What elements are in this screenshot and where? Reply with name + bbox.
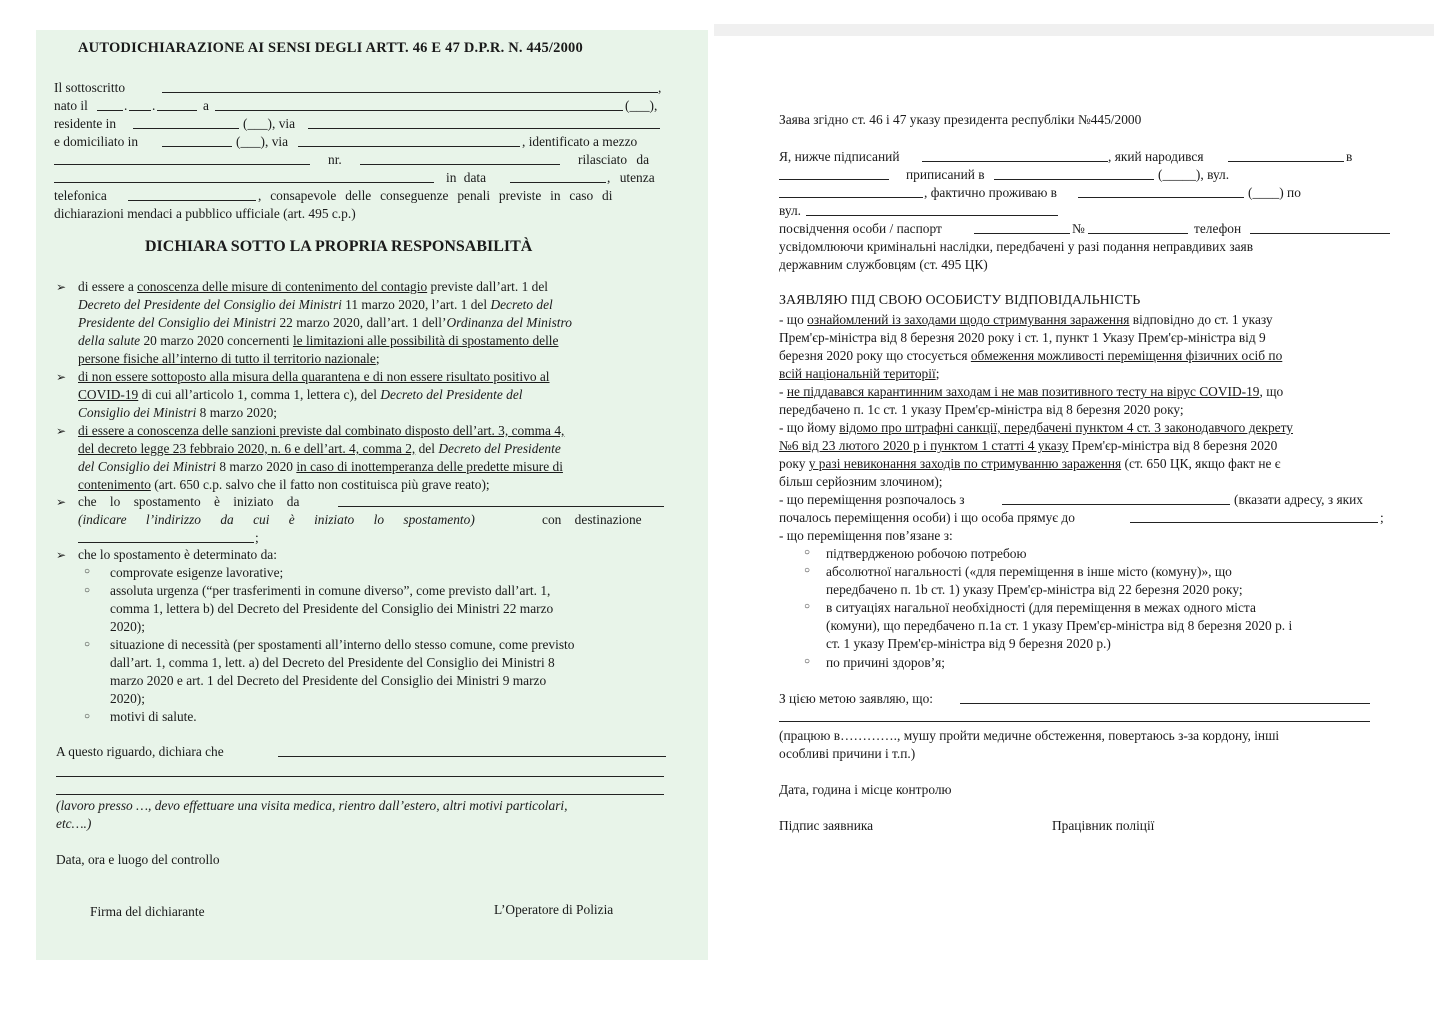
uk-birthplace-field[interactable] [779, 167, 889, 180]
uk-p2-line-2: передбачено п. 1с ст. 1 указу Прем'єр-міністра від 8 березня 2020 року; [779, 402, 1184, 417]
id-document-field[interactable] [54, 152, 310, 165]
italian-title: AUTODICHIARAZIONE AI SENSI DEGLI ARTT. 46 E 47 D.P.R. N. 445/2000 [78, 40, 583, 56]
reason-necessity-line-4: 2020); [110, 691, 145, 706]
uk-phone-label: телефон [1194, 221, 1242, 236]
residence-province-label: (___), via [243, 116, 296, 131]
nr-label: nr. [328, 152, 342, 167]
issued-by-field[interactable] [54, 170, 434, 183]
uk-passport-label: посвідчення особи / паспорт [779, 221, 942, 236]
uk-p1-line-4: всій національній території; [779, 366, 940, 381]
uk-declaration-field-1[interactable] [960, 691, 1370, 704]
reason-work: comprovate esigenze lavorative; [110, 565, 284, 580]
uk-p3-line-3: року у разі невиконання заходів по стримуванню зараження (ст. 650 ЦК, якщо факт не є [779, 456, 1281, 471]
uk-checkbox-urgency[interactable]: ○ [804, 565, 811, 576]
birth-province-field[interactable]: (___), [625, 98, 658, 113]
bullet-1-line-4: della salute 20 marzo 2020 concernenti le limitazioni alle possibilità di spostamento delle [78, 333, 559, 348]
phone-field[interactable] [128, 188, 256, 201]
bullet-1-line-5: persone fisiche all’interno di tutto il territorio nazionale; [78, 351, 380, 366]
uk-destination-label: почалось переміщення особи) і що особа прямує до [779, 510, 1075, 525]
arrow-bullet-icon: ➢ [56, 495, 67, 509]
uk-reason-necessity-line-3: ст. 1 указу Прем'єр-міністра від 9 березня 2020 р.) [826, 636, 1111, 651]
telefonica-label: telefonica [54, 188, 107, 203]
departure-address-field[interactable] [338, 494, 664, 507]
uk-signature-declarant: Підпис заявника [779, 818, 874, 833]
birthplace-label: a [203, 98, 209, 113]
destination-label: con destinazione [542, 512, 642, 527]
residente-label: residente in [54, 116, 117, 131]
birth-year-field[interactable] [157, 98, 197, 111]
italian-declaration-field-1[interactable] [278, 744, 666, 757]
arrow-bullet-icon: ➢ [56, 280, 67, 294]
uk-signature-police: Працівник поліції [1052, 818, 1155, 833]
bullet-4-line-1: che lo spostamento è iniziato da [78, 494, 300, 509]
uk-p1-line-3: березня 2020 року що стосується обмеження можливості переміщення фізичних осіб по [779, 348, 1283, 363]
uk-reason-work: підтвердженою робочою потребою [826, 546, 1027, 561]
uk-registered-city-field[interactable] [994, 167, 1154, 180]
uk-checkbox-health[interactable]: ○ [804, 656, 811, 667]
italian-declaration-label: A questo riguardo, dichiara che [56, 744, 224, 759]
bullet-4-line-2-note: (indicare l’indirizzo da cui è iniziato lo spostamento) [78, 512, 475, 527]
uk-p3-line-4: більш серйозним злочином); [779, 474, 943, 489]
uk-number-field[interactable] [1088, 221, 1188, 234]
in-data-label: in data [446, 170, 487, 185]
uk-reason-necessity-line-2: (комуни), що передбачено п.1а ст. 1 указу Прем'єр-міністра від 8 березня 2020 р. і [826, 618, 1293, 633]
rilasciato-label: rilasciato da [578, 152, 650, 167]
reason-urgency-line-3: 2020); [110, 619, 145, 634]
uk-checkbox-necessity[interactable]: ○ [804, 601, 811, 612]
uk-number-label: № [1072, 221, 1085, 236]
uk-lives-city-field[interactable] [1078, 185, 1244, 198]
uk-aware-line-1: усвідомлюючи кримінальні наслідки, передбачені у разі подання неправдивих заяв [779, 239, 1254, 254]
bullet-1-line-2: Decreto del Presidente del Consiglio dei Ministri 11 marzo 2020, l’art. 1 del Decreto del [78, 297, 553, 312]
uk-departure-field[interactable] [1002, 492, 1230, 505]
bullet-3-line-2: del decreto legge 23 febbraio 2020, n. 6 e dell’art. 4, comma 2, del Decreto del Presidente [78, 441, 561, 456]
uk-street-label: вул. [779, 203, 802, 218]
uk-reason-urgency-line-1: абсолютної нагальності («для переміщення в інше місто (комуну)», що [826, 564, 1232, 579]
uk-p5: - що переміщення пов’язане з: [779, 528, 953, 543]
uk-p1-line-2: Прем'єр-міністра від 8 березня 2020 року і ст. 1, пункт 1 Указу Прем'єр-міністра від 9 [779, 330, 1266, 345]
arrow-bullet-icon: ➢ [56, 548, 67, 562]
italian-declaration-note-2: etc….) [56, 816, 92, 831]
bullet-3-line-1: di essere a conoscenza delle sanzioni previste dal combinato disposto dell’art. 3, comma 4, [78, 423, 565, 438]
checkbox-urgency[interactable]: ○ [84, 585, 91, 596]
birthplace-field[interactable] [215, 98, 623, 111]
consapevole-text: , consapevole delle conseguenze penali previste in caso di [258, 188, 613, 203]
uk-p1-line-1: - що ознайомлений із заходами щодо стримування зараження відповідно до ст. 1 указу [779, 312, 1273, 327]
bullet-2-line-3: Consiglio dei Ministri 8 marzo 2020; [78, 405, 277, 420]
uk-lives-province-label: (____) по [1248, 185, 1301, 200]
reason-necessity-line-2: dall’art. 1, comma 1, lett. a) del Decreto del Presidente del Consiglio dei Ministri 8 [110, 655, 555, 670]
uk-name-label: Я, нижче підписаний [779, 149, 900, 164]
residence-street-field[interactable] [308, 116, 660, 129]
uk-checkbox-work[interactable]: ○ [804, 547, 811, 558]
sottoscritto-label: Il sottoscritto [54, 80, 126, 95]
bullet-2-line-1: di non essere sottoposto alla misura della quarantena e di non essere risultato positivo al [78, 369, 550, 384]
italian-date-place: Data, ora e luogo del controllo [56, 852, 220, 867]
utenza-label: , utenza [607, 170, 655, 185]
reason-urgency-line-1: assoluta urgenza (“per trasferimenti in comune diverso”, come previsto dall’art. 1, [110, 583, 551, 598]
reason-necessity-line-3: marzo 2020 e art. 1 del Decreto del Presidente del Consiglio dei Ministri 9 marzo [110, 673, 547, 688]
uk-phone-field[interactable] [1250, 221, 1390, 234]
uk-registered-street-label: (_____), вул. [1158, 167, 1230, 182]
uk-p2-line-1: - не піддавався карантинним заходам і не мав позитивного тесту на вірус COVID-19, що [779, 384, 1284, 399]
nato-label: nato il [54, 98, 88, 113]
bullet-1-line-3: Presidente del Consiglio dei Ministri 22 marzo 2020, dall’art. 1 dell’Ordinanza del Ministro [78, 315, 572, 330]
arrow-bullet-icon: ➢ [56, 370, 67, 384]
uk-reason-urgency-line-2: передбачено п. 1b ст. 1) указу Прем'єр-міністра від 22 березня 2020 року; [826, 582, 1243, 597]
reason-health: motivi di salute. [110, 709, 197, 724]
uk-date-place: Дата, година і місце контролю [779, 782, 952, 797]
uk-born-label: , який народився [1108, 149, 1204, 164]
sottoscritto-field[interactable] [162, 80, 658, 93]
identified-label: , identificato a mezzo [522, 134, 638, 149]
arrow-bullet-icon: ➢ [56, 424, 67, 438]
uk-lives-label: , фактично проживаю в [924, 185, 1058, 200]
dichiarazioni-text: dichiarazioni mendaci a pubblico ufficiale (art. 495 c.p.) [54, 206, 356, 221]
domiciliato-label: e domiciliato in [54, 134, 139, 149]
domicile-street-field[interactable] [298, 134, 520, 147]
italian-declaration-field-3[interactable] [56, 782, 664, 795]
ukrainian-heading: ЗАЯВЛЯЮ ПІД СВОЮ ОСОБИСТУ ВІДПОВІДАЛЬНІСТЬ [779, 293, 1141, 308]
uk-destination-field[interactable] [1130, 510, 1378, 523]
uk-p3-line-2: №6 від 23 лютого 2020 р і пунктом 1 статті 4 указу Прем'єр-міністра від 8 березня 2020 [779, 438, 1278, 453]
italian-heading: DICHIARA SOTTO LA PROPRIA RESPONSABILITÀ [145, 238, 533, 255]
uk-registered-street-field[interactable] [779, 185, 923, 198]
italian-signature-police: L’Operatore di Polizia [494, 902, 614, 917]
checkbox-necessity[interactable]: ○ [84, 639, 91, 650]
italian-declaration-note-1: (lavoro presso …, devo effettuare una visita medica, rientro dall’estero, altri motivi particolari, [56, 798, 568, 813]
uk-p3-line-1: - що йому відомо про штрафні санкції, передбачені пунктом 4 ст. 3 законодавчого декрету [779, 420, 1293, 435]
italian-declaration-field-2[interactable] [56, 764, 664, 777]
bullet-3-line-4: contenimento (art. 650 c.p. salvo che il fatto non costituisca più grave reato); [78, 477, 490, 492]
checkbox-health[interactable]: ○ [84, 711, 91, 722]
birth-day-field[interactable] [97, 98, 123, 111]
uk-street-field[interactable] [806, 203, 1058, 216]
uk-birth-date-field[interactable] [1228, 149, 1344, 162]
id-number-field[interactable] [360, 152, 560, 165]
uk-declaration-note-1: (працюю в…………., мушу пройти медичне обстеження, повертаюсь з-за кордону, інші [779, 728, 1280, 743]
bullet-2-line-2: COVID-19 di cui all’articolo 1, comma 1, lettera c), del Decreto del Presidente del [78, 387, 523, 402]
uk-registered-label: приписаний в [906, 167, 985, 182]
domicile-province-label: (___), via [236, 134, 289, 149]
uk-declaration-field-2[interactable] [779, 709, 1370, 722]
uk-reason-necessity-line-1: в ситуаціях нагальної необхідності (для переміщення в межах одного міста [826, 600, 1256, 615]
uk-name-field[interactable] [922, 149, 1108, 162]
bullet-3-line-3: del Consiglio dei Ministri 8 marzo 2020 in caso di inottemperanza delle predette misure di [78, 459, 563, 474]
uk-departure-note: (вказати адресу, з яких [1234, 492, 1363, 507]
bullet-5: che lo spostamento è determinato da: [78, 547, 277, 562]
destination-field[interactable] [78, 530, 254, 543]
reason-necessity-line-1: situazione di necessità (per spostamenti all’interno dello stesso comune, come previsto [110, 637, 575, 652]
top-band [714, 24, 1434, 36]
ukrainian-title: Заява згідно ст. 46 і 47 указу президента республіки №445/2000 [779, 112, 1142, 127]
uk-aware-line-2: державним службовцям (ст. 495 ЦК) [779, 257, 988, 272]
domicile-city-field[interactable] [162, 134, 232, 147]
italian-signature-declarant: Firma del dichiarante [90, 904, 205, 919]
issue-date-field[interactable] [510, 170, 606, 183]
residence-city-field[interactable] [133, 116, 239, 129]
uk-declaration-label: З цією метою заявляю, що: [779, 691, 933, 706]
uk-reason-health: по причині здоров’я; [826, 655, 945, 670]
uk-passport-field[interactable] [974, 221, 1070, 234]
reason-urgency-line-2: comma 1, lettera b) del Decreto del Presidente del Consiglio dei Ministri 22 marzo [110, 601, 554, 616]
birth-month-field[interactable] [129, 98, 151, 111]
uk-declaration-note-2: особливі причини і т.п.) [779, 746, 916, 761]
uk-p4-label: - що переміщення розпочалось з [779, 492, 965, 507]
bullet-1-line-1: di essere a conoscenza delle misure di contenimento del contagio previste dall’art. 1 del [78, 279, 548, 294]
checkbox-work[interactable]: ○ [84, 566, 91, 577]
